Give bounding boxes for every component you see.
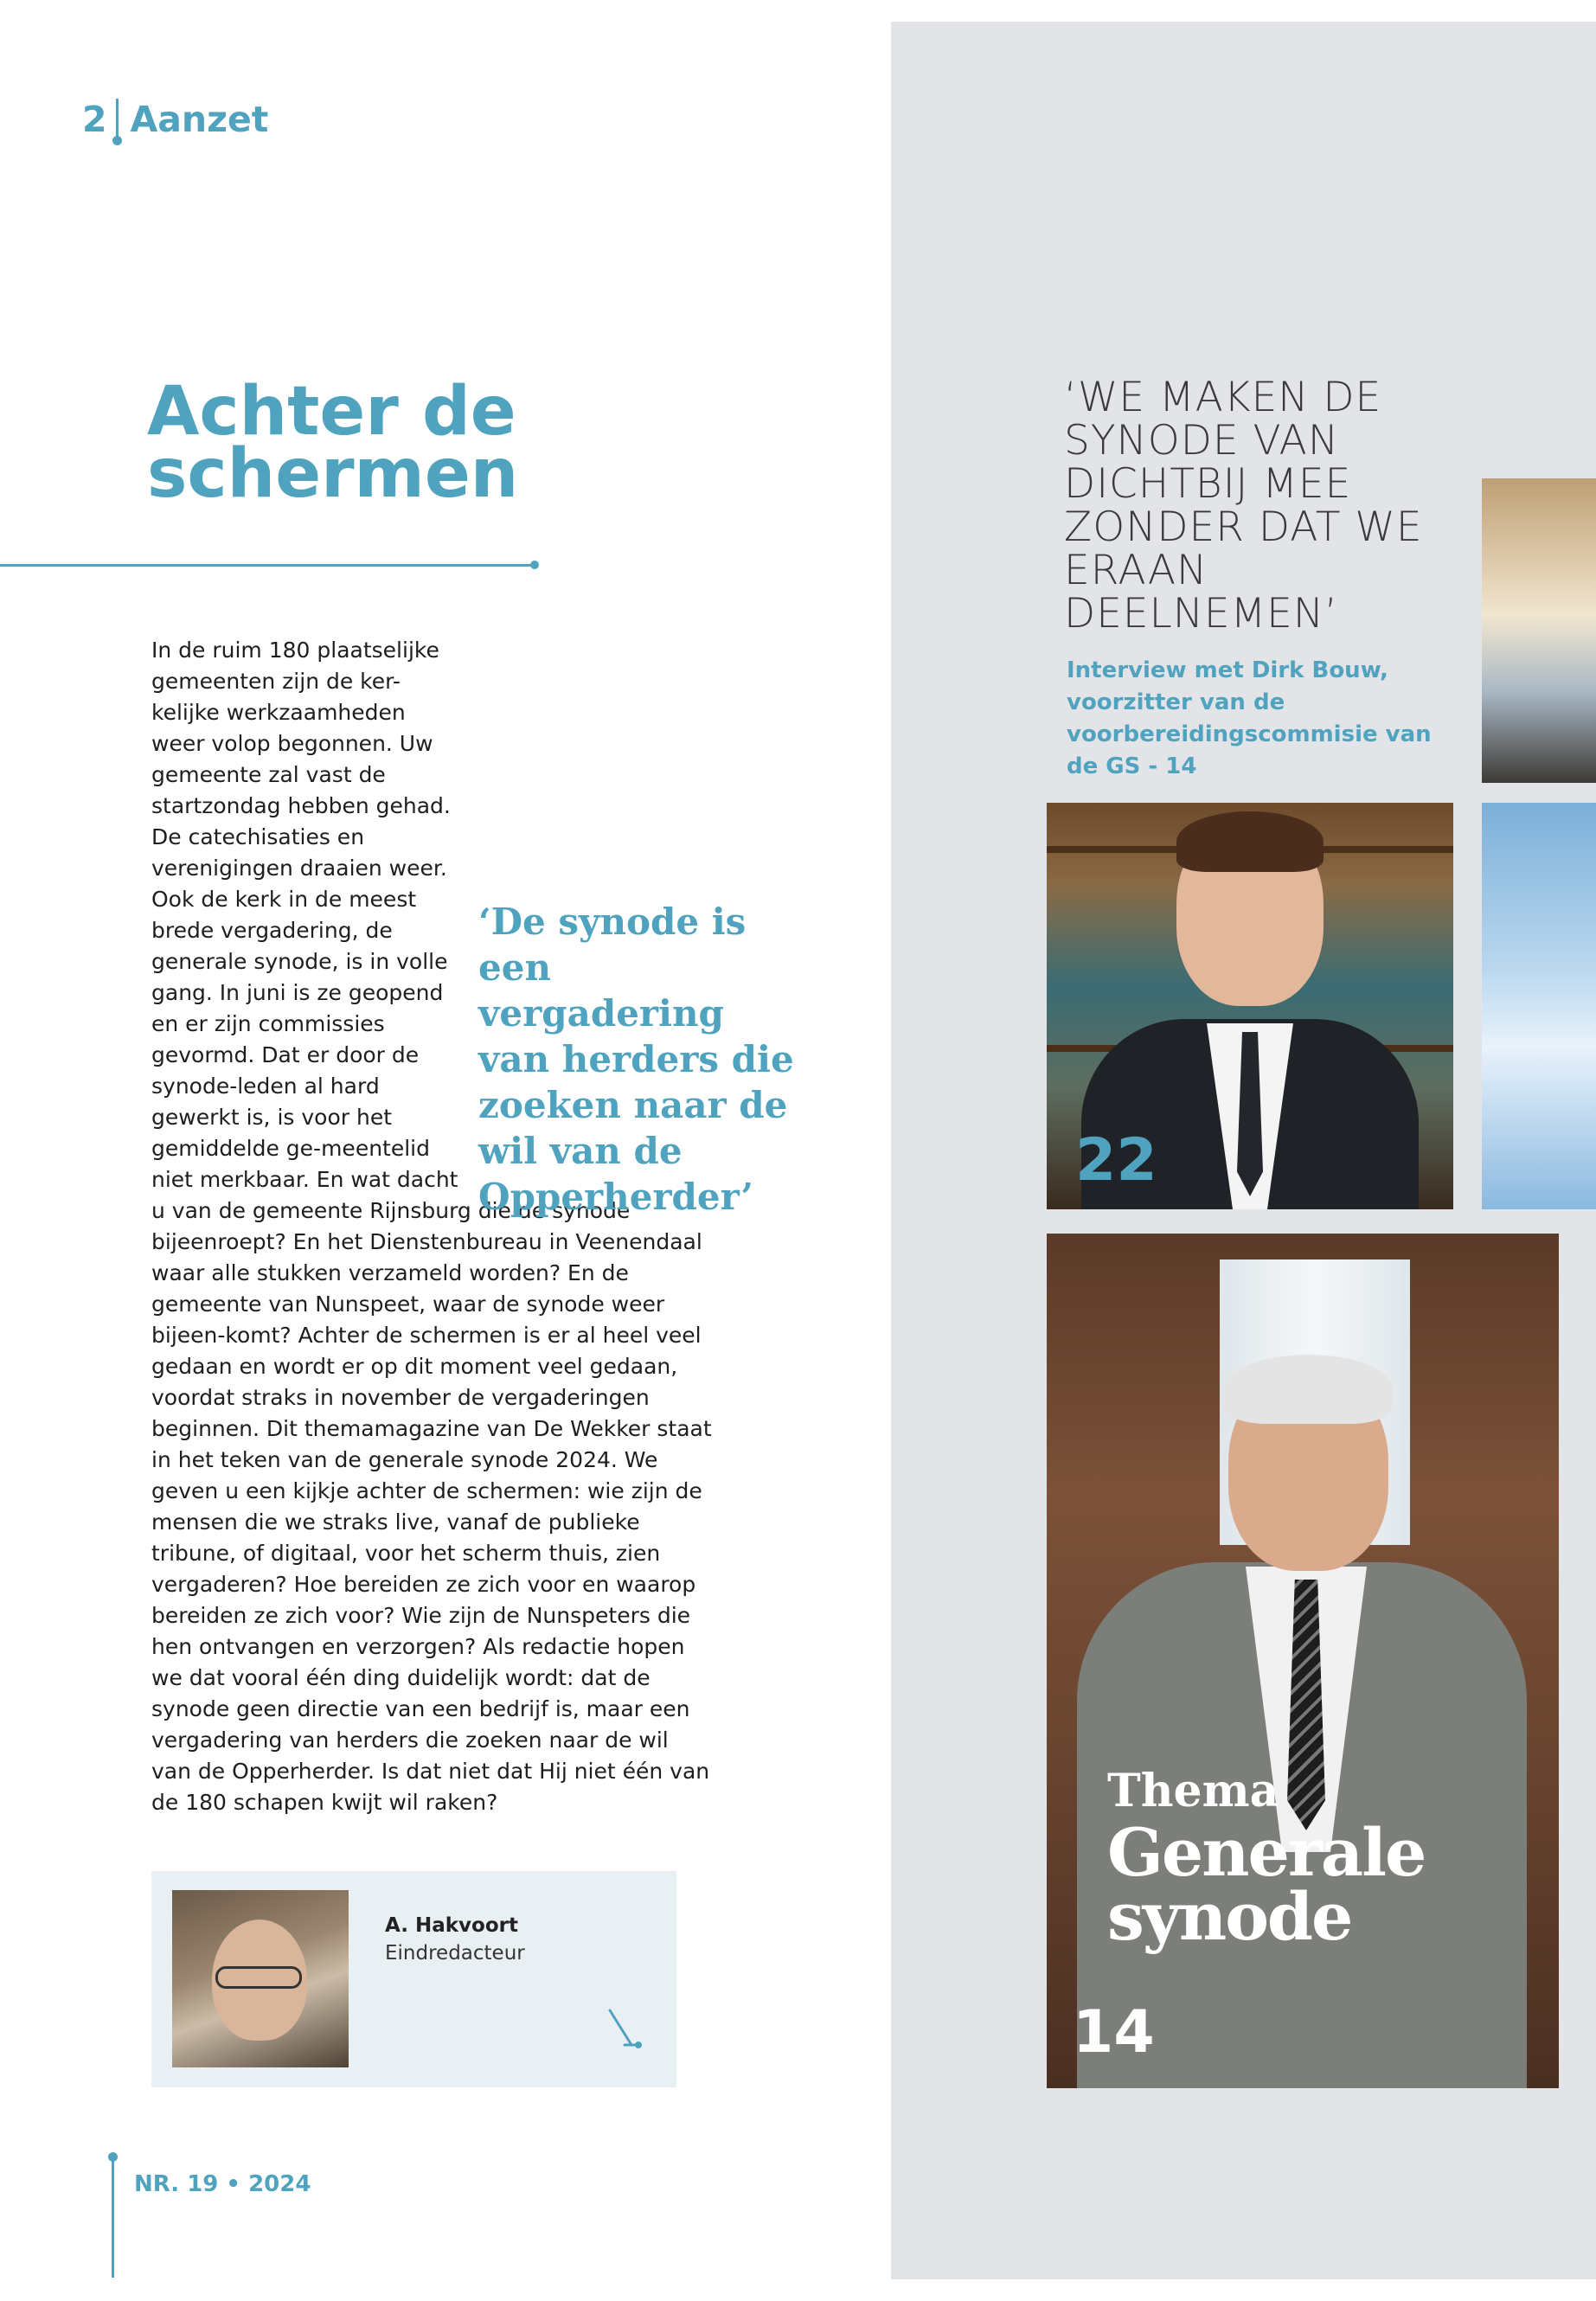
pullquote: ‘De synode is een vergadering van herders die zoeken naar de wil van de Opperherder’ (478, 901, 794, 1218)
footer-divider (112, 2157, 114, 2278)
author-glasses (215, 1966, 302, 1989)
thema-title: Generale synode (1107, 1814, 1426, 1955)
article-body-text: In de ruim 180 plaatselijke gemeenten zijn de ker-kelijke werkzaamheden weer volop begonnen. Uw gemeente zal vast de startzondag hebben gehad. De catechisaties en verenigingen draaien weer. Ook de kerk in de meest brede vergadering, de generale synode, is in volle gang. In juni is ze geopend en er zijn commissies gevormd. Dat er door de synode-leden al hard gewerkt is, is voor het gemiddelde ge-meentelid niet merkbaar. En wat dacht u van de gemeente Rijnsburg die de synode bijeenroept? En het Dienstenbureau in Veenendaal waar alle stukken verzameld worden? En de gemeente van Nunspeet, waar de synode weer bijeen-komt? Achter de schermen is er al heel veel gedaan en wordt er op dit moment veel gedaan, voordat straks in november de vergaderingen beginnen. Dit themamagazine van De Wekker staat in het teken van de generale synode 2024. We geven u een kijkje achter de schermen: wie zijn de mensen die we straks live, vanaf de publieke tribune, of digitaal, voor het scherm thuis, zien vergaderen? Hoe bereiden ze zich voor en waarop bereiden ze zich voor? Wie zijn de Nunspeters die hen ontvangen en verzorgen? Als redactie hopen we dat vooral één ding duidelijk wordt: dat de synode geen directie van een bedrijf is, maar een vergadering van herders die zoeken naar de wil van de Opperherder. Is dat niet dat Hij niet één van de 180 schapen kwijt wil raken? (151, 638, 712, 1815)
header-divider (116, 99, 119, 140)
page-header (82, 93, 268, 145)
article-title: Achter de schermen (147, 373, 519, 513)
section-title: Aanzet (130, 99, 269, 140)
portrait-hair (1224, 1355, 1393, 1424)
author-role: Eindredacteur (385, 1942, 525, 1965)
photo-page-number: 14 (1073, 1998, 1155, 2067)
photo-thema-cover[interactable] (1047, 1234, 1559, 2088)
feature-subtitle[interactable]: Interview met Dirk Bouw, voorzitter van de voorbereidingscommisie van de GS - 14 (1067, 657, 1432, 779)
author-name: A. Hakvoort (385, 1914, 518, 1937)
article-body (151, 635, 714, 1818)
portrait-hair (1176, 811, 1324, 872)
photo-page-number: 22 (1075, 1126, 1157, 1195)
title-divider (0, 564, 535, 567)
issue-number: NR. 19 • 2024 (134, 2171, 311, 2197)
thema-label: Thema (1107, 1765, 1279, 1817)
page-number: 2 (82, 99, 107, 140)
author-photo (172, 1890, 349, 2067)
photo-strip-gathering (1482, 478, 1596, 783)
signature-pen-icon (606, 2009, 644, 2056)
photo-strip-sky (1482, 803, 1596, 1209)
feature-quote[interactable]: ‘WE MAKEN DE SYNODE VAN DICHTBIJ MEE ZONDER DAT WE ERAAN DEELNEMEN’ (1064, 374, 1423, 638)
